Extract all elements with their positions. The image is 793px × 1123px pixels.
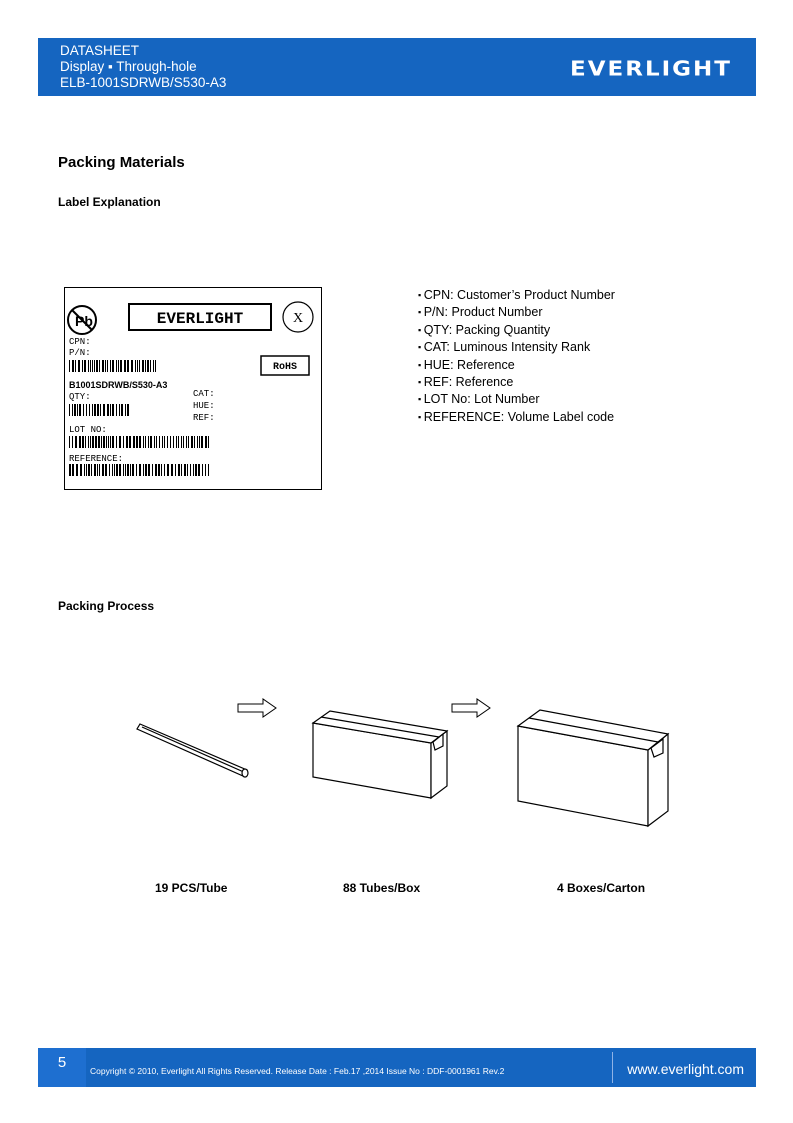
barcode-bar xyxy=(129,436,131,448)
barcode-bar xyxy=(205,436,207,448)
barcode-bar xyxy=(176,436,177,448)
barcode-bar xyxy=(145,436,146,448)
barcode-bar xyxy=(77,404,78,416)
barcode-bar xyxy=(127,360,129,372)
doc-type: DATASHEET xyxy=(60,43,140,58)
barcode-bar xyxy=(106,436,107,448)
barcode-bar xyxy=(139,436,141,448)
barcode-bar xyxy=(102,464,104,476)
list-item: ▪ P/N: Product Number xyxy=(418,304,615,321)
barcode-bar xyxy=(72,404,73,416)
barcode-bar xyxy=(197,436,198,448)
barcode-bar xyxy=(96,360,98,372)
rohs-text: RoHS xyxy=(272,362,298,373)
barcode-bar xyxy=(69,404,70,416)
barcode-bar xyxy=(99,360,100,372)
barcode-bar xyxy=(133,436,135,448)
barcode-bar xyxy=(92,436,94,448)
website-link[interactable]: www.everlight.com xyxy=(627,1061,744,1077)
page-number: 5 xyxy=(38,1048,86,1087)
barcode-bar xyxy=(137,360,138,372)
barcode-bar xyxy=(201,436,203,448)
barcode-bar xyxy=(92,360,93,372)
doc-category: Display ▪ Through-hole xyxy=(60,59,197,74)
barcode-bar xyxy=(94,464,96,476)
barcode-bar xyxy=(69,464,71,476)
barcode-bar xyxy=(88,464,90,476)
barcode-bar xyxy=(83,404,84,416)
list-item: ▪ CAT: Luminous Intensity Rank xyxy=(418,339,615,356)
barcode-bar xyxy=(110,360,111,372)
barcode-bar xyxy=(116,360,117,372)
barcode-bar xyxy=(198,464,200,476)
barcode-bar xyxy=(102,360,104,372)
barcode-bar xyxy=(84,464,85,476)
barcode-bar xyxy=(109,464,110,476)
pb-text: Pb xyxy=(75,313,93,329)
barcode-bar xyxy=(79,404,81,416)
reference-label: REFERENCE: xyxy=(69,454,124,464)
barcode-bar xyxy=(123,436,124,448)
hue-label: HUE: xyxy=(193,401,215,411)
x-mark: X xyxy=(292,311,304,326)
ref-label: REF: xyxy=(193,413,215,423)
cpn-label: CPN: xyxy=(69,337,91,347)
brand-text: EVERLIGHT xyxy=(156,310,244,328)
barcode-bar xyxy=(187,464,188,476)
barcode-bar xyxy=(100,404,101,416)
barcode-bar xyxy=(194,436,195,448)
barcode-bar xyxy=(119,436,121,448)
barcode-bar xyxy=(167,436,168,448)
arrow-right-icon xyxy=(452,699,490,717)
barcode-bar xyxy=(86,464,87,476)
barcode-bar xyxy=(98,436,100,448)
box-caption: 88 Tubes/Box xyxy=(343,881,421,895)
barcode-bar xyxy=(92,404,93,416)
page-footer xyxy=(38,1048,756,1087)
barcode-bar xyxy=(143,464,144,476)
pn-label: P/N: xyxy=(69,348,91,358)
footer-divider xyxy=(612,1052,613,1083)
barcode-bar xyxy=(186,436,187,448)
barcode-bar xyxy=(147,360,149,372)
barcode-bar xyxy=(118,360,119,372)
barcode-bar xyxy=(208,464,209,476)
barcode-bar xyxy=(105,464,107,476)
barcode-bar xyxy=(190,464,191,476)
box-icon xyxy=(313,711,447,798)
barcode-bar xyxy=(145,464,147,476)
barcode-bar xyxy=(112,436,114,448)
label-sample xyxy=(64,287,322,490)
everlight-logo: EVERLIGHT xyxy=(570,57,732,81)
barcode-bar xyxy=(143,436,144,448)
barcode-bar xyxy=(105,360,106,372)
barcode-bar xyxy=(184,464,186,476)
barcode-bar xyxy=(90,360,91,372)
cat-label: CAT: xyxy=(193,389,215,399)
barcode-bar xyxy=(76,464,78,476)
barcode-bar xyxy=(89,404,90,416)
list-item: ▪ QTY: Packing Quantity xyxy=(418,322,615,339)
list-item: ▪ HUE: Reference xyxy=(418,357,615,374)
barcode-bar xyxy=(195,464,197,476)
barcode-bar xyxy=(88,436,89,448)
barcode-bar xyxy=(167,464,169,476)
packing-process-title: Packing Process xyxy=(58,599,155,613)
copyright-text: Copyright © 2010, Everlight All Rights Reserved. Release Date : Feb.17 ,2014 Issue No : DDF-0001961 Rev.2 xyxy=(90,1066,505,1076)
barcode-bar xyxy=(112,464,113,476)
barcode-bar xyxy=(114,464,115,476)
carton-icon xyxy=(518,710,668,826)
barcode-bar xyxy=(181,436,182,448)
barcode-bar xyxy=(145,360,146,372)
barcode-bar xyxy=(156,436,157,448)
barcode-bar xyxy=(72,360,74,372)
barcode-bar xyxy=(85,436,86,448)
barcode-bar xyxy=(152,464,153,476)
barcode-bar xyxy=(116,464,118,476)
barcode-bar xyxy=(107,404,109,416)
barcode-bar xyxy=(173,436,174,448)
barcode-bar xyxy=(125,464,126,476)
barcode-bar xyxy=(170,436,171,448)
barcode-bar xyxy=(107,360,108,372)
barcode-bar xyxy=(164,436,165,448)
barcode-bar xyxy=(99,464,100,476)
header-text xyxy=(60,43,226,91)
lot-label: LOT NO: xyxy=(69,425,107,435)
barcode-bar xyxy=(150,360,151,372)
barcode-bar xyxy=(191,436,193,448)
barcode-bar xyxy=(82,360,83,372)
barcode-bar xyxy=(84,360,86,372)
section-title: Packing Materials xyxy=(58,154,185,171)
barcode-bar xyxy=(183,436,184,448)
barcode-bar xyxy=(139,360,140,372)
list-item: ▪ REF: Reference xyxy=(418,374,615,391)
barcode-bar xyxy=(193,464,194,476)
barcode-bar xyxy=(202,464,203,476)
barcode-bar xyxy=(88,360,89,372)
barcode-bar xyxy=(116,404,117,416)
barcode-bar xyxy=(103,404,105,416)
list-item: ▪ LOT No: Lot Number xyxy=(418,391,615,408)
barcode-bar xyxy=(119,404,120,416)
barcode-bar xyxy=(101,436,102,448)
barcode-bar xyxy=(86,404,87,416)
barcode-bar xyxy=(158,464,160,476)
carton-caption: 4 Boxes/Carton xyxy=(557,881,646,895)
barcode-bar xyxy=(91,464,92,476)
barcode-bar xyxy=(116,436,117,448)
barcode-bar xyxy=(119,464,121,476)
barcode-bar xyxy=(148,436,149,448)
barcode-bar xyxy=(124,360,126,372)
part-number: ELB-1001SDRWB/S530-A3 xyxy=(60,75,227,90)
barcode-bar xyxy=(75,436,77,448)
barcode-bar xyxy=(135,360,136,372)
label-explanation-title: Label Explanation xyxy=(58,195,161,209)
barcode-bar xyxy=(69,436,70,448)
barcode-bar xyxy=(94,404,96,416)
barcode-bar xyxy=(136,436,138,448)
barcode-bar xyxy=(127,464,129,476)
barcode-bar xyxy=(125,404,126,416)
label-part-number: B1001SDRWB/S530-A3 xyxy=(69,380,168,390)
barcode-bar xyxy=(139,464,141,476)
barcode-bar xyxy=(154,436,155,448)
barcode-bar xyxy=(181,464,182,476)
barcode-bar xyxy=(97,404,99,416)
barcode-bar xyxy=(159,436,160,448)
barcode-bar xyxy=(126,436,128,448)
barcode-bar xyxy=(142,360,144,372)
barcode-bar xyxy=(97,464,98,476)
barcode-bar xyxy=(162,436,163,448)
barcode-bar xyxy=(74,404,76,416)
barcode-bar xyxy=(69,360,70,372)
barcode-bar xyxy=(132,464,134,476)
barcode-bar xyxy=(148,464,150,476)
barcode-bar xyxy=(155,464,157,476)
barcode-bar xyxy=(136,464,137,476)
barcode-bar xyxy=(80,464,82,476)
barcode-bar xyxy=(90,436,91,448)
barcode-bar xyxy=(127,404,129,416)
barcode-bar xyxy=(205,464,206,476)
qty-label: QTY: xyxy=(69,392,91,402)
barcode-bar xyxy=(161,464,162,476)
barcode-bar xyxy=(188,436,189,448)
barcode-bar xyxy=(199,436,200,448)
barcode-bar xyxy=(112,360,114,372)
barcode-bar xyxy=(95,436,97,448)
barcode-bar xyxy=(123,464,124,476)
barcode-bar xyxy=(79,436,81,448)
barcode-bar xyxy=(72,436,73,448)
barcode-bar xyxy=(130,464,131,476)
barcode-bar xyxy=(121,404,123,416)
barcode-bar xyxy=(120,360,122,372)
barcode-bar xyxy=(178,436,179,448)
arrow-right-icon xyxy=(238,699,276,717)
barcode-bar xyxy=(164,464,165,476)
barcode-bar xyxy=(110,436,111,448)
barcode-bar xyxy=(175,464,176,476)
barcode-bar xyxy=(153,360,154,372)
barcode-bar xyxy=(108,436,109,448)
barcode-bar xyxy=(178,464,180,476)
barcode-bar xyxy=(110,404,111,416)
barcode-bar xyxy=(78,360,80,372)
label-legend-list xyxy=(418,287,615,426)
tube-caption: 19 PCS/Tube xyxy=(155,881,228,895)
barcode-bar xyxy=(103,436,105,448)
barcode-bar xyxy=(75,360,76,372)
barcode-bar xyxy=(82,436,84,448)
packing-process-illustration xyxy=(130,690,690,840)
barcode-bar xyxy=(72,464,74,476)
tube-icon xyxy=(137,724,248,777)
barcode-bar xyxy=(155,360,156,372)
barcode-bar xyxy=(94,360,95,372)
barcode-bar xyxy=(131,360,133,372)
list-item: ▪ REFERENCE: Volume Label code xyxy=(418,409,615,426)
barcode-bar xyxy=(171,464,173,476)
list-item: ▪ CPN: Customer’s Product Number xyxy=(418,287,615,304)
barcode-bar xyxy=(112,404,114,416)
barcode-bar xyxy=(150,436,152,448)
barcode-bar xyxy=(208,436,209,448)
page-header xyxy=(38,38,756,96)
